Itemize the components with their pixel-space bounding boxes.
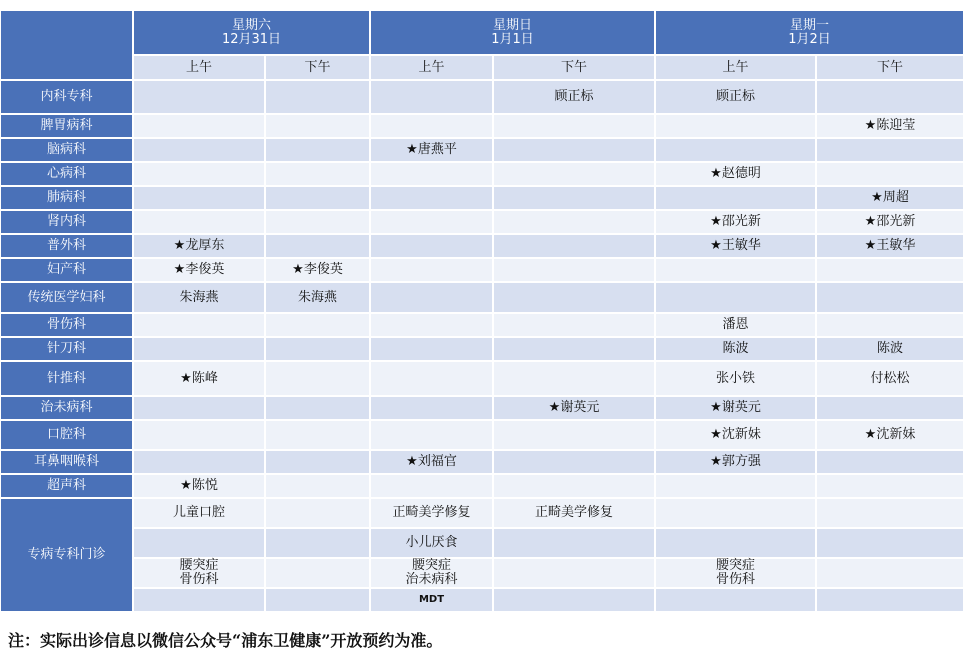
day-date: 12月31日 [221, 31, 282, 47]
schedule-cell [816, 474, 964, 498]
special-clinic-cell [816, 498, 964, 528]
schedule-cell [816, 313, 964, 337]
day-header [133, 10, 370, 55]
special-clinic-cell [493, 588, 655, 612]
schedule-cell [133, 396, 265, 420]
day-weekday: 星期六 [231, 17, 271, 33]
schedule-cell [493, 162, 655, 186]
day-date: 1月1日 [491, 31, 534, 47]
special-clinic-cell [655, 498, 816, 528]
department-label: 骨伤科 [0, 313, 133, 337]
schedule-cell [265, 396, 370, 420]
schedule-cell [133, 210, 265, 234]
schedule-cell [133, 450, 265, 474]
schedule-cell [655, 186, 816, 210]
schedule-cell: ★赵德明 [655, 162, 816, 186]
session-header: 上午 [655, 55, 816, 80]
schedule-cell [370, 234, 493, 258]
schedule-cell [265, 80, 370, 114]
special-clinic-cell: 腰突症 骨伤科 [133, 558, 265, 588]
schedule-cell [816, 450, 964, 474]
schedule-cell [816, 396, 964, 420]
department-label: 针刀科 [0, 337, 133, 361]
schedule-cell: ★谢英元 [655, 396, 816, 420]
special-clinic-cell [493, 528, 655, 558]
schedule-cell [370, 474, 493, 498]
special-clinic-cell [265, 558, 370, 588]
department-label: 针推科 [0, 361, 133, 396]
schedule-cell: ★李俊英 [265, 258, 370, 282]
session-header: 下午 [816, 55, 964, 80]
schedule-cell [370, 420, 493, 450]
department-label: 心病科 [0, 162, 133, 186]
special-clinic-cell: 儿童口腔 [133, 498, 265, 528]
schedule-cell: ★周超 [816, 186, 964, 210]
schedule-cell [816, 162, 964, 186]
schedule-cell [265, 114, 370, 138]
schedule-cell: ★沈新妹 [816, 420, 964, 450]
schedule-cell [493, 234, 655, 258]
schedule-cell [655, 114, 816, 138]
special-clinic-cell [655, 528, 816, 558]
schedule-cell [655, 138, 816, 162]
schedule-cell [370, 337, 493, 361]
schedule-cell [265, 420, 370, 450]
session-header: 下午 [493, 55, 655, 80]
schedule-cell: ★邵光新 [655, 210, 816, 234]
schedule-cell: ★龙厚东 [133, 234, 265, 258]
special-clinic-cell: 正畸美学修复 [370, 498, 493, 528]
schedule-cell: 顾正标 [655, 80, 816, 114]
schedule-cell [493, 210, 655, 234]
schedule-cell [370, 186, 493, 210]
special-clinic-label: 专病专科门诊 [0, 498, 133, 612]
schedule-cell [133, 186, 265, 210]
schedule-cell [816, 138, 964, 162]
schedule-cell [816, 258, 964, 282]
schedule-cell: ★唐燕平 [370, 138, 493, 162]
schedule-cell [493, 258, 655, 282]
special-clinic-cell [816, 588, 964, 612]
special-clinic-cell: 腰突症 治未病科 [370, 558, 493, 588]
schedule-cell [655, 474, 816, 498]
schedule-cell: ★王敏华 [655, 234, 816, 258]
schedule-cell [133, 138, 265, 162]
schedule-cell: ★李俊英 [133, 258, 265, 282]
special-clinic-cell [816, 558, 964, 588]
schedule-cell [370, 258, 493, 282]
schedule-cell: ★邵光新 [816, 210, 964, 234]
special-clinic-cell [133, 588, 265, 612]
schedule-cell [265, 337, 370, 361]
schedule-cell [493, 313, 655, 337]
schedule-cell [493, 138, 655, 162]
corner-header [0, 10, 133, 80]
special-clinic-cell [816, 528, 964, 558]
schedule-cell [655, 258, 816, 282]
schedule-cell: ★沈新妹 [655, 420, 816, 450]
schedule-cell [133, 114, 265, 138]
session-header: 上午 [370, 55, 493, 80]
schedule-cell [133, 80, 265, 114]
special-clinic-cell: 腰突症 骨伤科 [655, 558, 816, 588]
schedule-cell: 朱海燕 [133, 282, 265, 313]
department-label: 治未病科 [0, 396, 133, 420]
schedule-cell [493, 186, 655, 210]
department-label: 口腔科 [0, 420, 133, 450]
schedule-cell: 张小铁 [655, 361, 816, 396]
department-label: 耳鼻咽喉科 [0, 450, 133, 474]
special-clinic-cell: 正畸美学修复 [493, 498, 655, 528]
schedule-cell [133, 420, 265, 450]
schedule-cell [493, 420, 655, 450]
schedule-cell [370, 313, 493, 337]
department-label: 传统医学妇科 [0, 282, 133, 313]
department-label: 肾内科 [0, 210, 133, 234]
special-clinic-cell [265, 498, 370, 528]
schedule-cell [370, 114, 493, 138]
special-clinic-cell: MDT [370, 588, 493, 612]
special-clinic-cell [493, 558, 655, 588]
special-clinic-cell [265, 528, 370, 558]
schedule-cell [133, 162, 265, 186]
schedule-cell [265, 162, 370, 186]
schedule-cell [655, 282, 816, 313]
schedule-cell: 陈波 [655, 337, 816, 361]
schedule-cell [265, 186, 370, 210]
schedule-cell: 顾正标 [493, 80, 655, 114]
schedule-cell: 朱海燕 [265, 282, 370, 313]
schedule-cell [370, 282, 493, 313]
schedule-cell [265, 313, 370, 337]
session-header: 上午 [133, 55, 265, 80]
day-header [370, 10, 655, 55]
schedule-cell [265, 138, 370, 162]
department-label: 肺病科 [0, 186, 133, 210]
schedule-cell [370, 80, 493, 114]
schedule-cell [493, 450, 655, 474]
schedule-cell [265, 450, 370, 474]
schedule-cell [816, 80, 964, 114]
schedule-cell: ★谢英元 [493, 396, 655, 420]
special-clinic-cell [133, 528, 265, 558]
special-clinic-cell: 小儿厌食 [370, 528, 493, 558]
schedule-cell [370, 361, 493, 396]
schedule-cell [265, 210, 370, 234]
schedule-cell: ★陈迎莹 [816, 114, 964, 138]
schedule-cell: 潘恩 [655, 313, 816, 337]
footnote: 注：实际出诊信息以微信公众号“浦东卫健康”开放预约为准。 [8, 631, 443, 650]
special-clinic-cell [655, 588, 816, 612]
schedule-cell [816, 282, 964, 313]
department-label: 脑病科 [0, 138, 133, 162]
schedule-cell [493, 337, 655, 361]
department-label: 普外科 [0, 234, 133, 258]
schedule-cell [265, 234, 370, 258]
special-clinic-cell [265, 588, 370, 612]
schedule-cell: ★刘福官 [370, 450, 493, 474]
schedule-cell: ★郭方强 [655, 450, 816, 474]
day-header [655, 10, 964, 55]
schedule-cell [133, 337, 265, 361]
schedule-cell: 付松松 [816, 361, 964, 396]
schedule-cell [370, 162, 493, 186]
schedule-cell [493, 282, 655, 313]
schedule-cell: ★陈悦 [133, 474, 265, 498]
schedule-cell: ★王敏华 [816, 234, 964, 258]
department-label: 内科专科 [0, 80, 133, 114]
day-weekday: 星期一 [789, 17, 829, 33]
department-label: 超声科 [0, 474, 133, 498]
session-header: 下午 [265, 55, 370, 80]
schedule-cell [493, 114, 655, 138]
schedule-cell [370, 396, 493, 420]
schedule-cell: ★陈峰 [133, 361, 265, 396]
department-label: 脾胃病科 [0, 114, 133, 138]
schedule-cell: 陈波 [816, 337, 964, 361]
schedule-cell [493, 361, 655, 396]
schedule-cell [493, 474, 655, 498]
schedule-cell [370, 210, 493, 234]
day-weekday: 星期日 [492, 17, 532, 33]
day-date: 1月2日 [788, 31, 831, 47]
schedule-cell [265, 361, 370, 396]
department-label: 妇产科 [0, 258, 133, 282]
schedule-cell [133, 313, 265, 337]
schedule-cell [265, 474, 370, 498]
